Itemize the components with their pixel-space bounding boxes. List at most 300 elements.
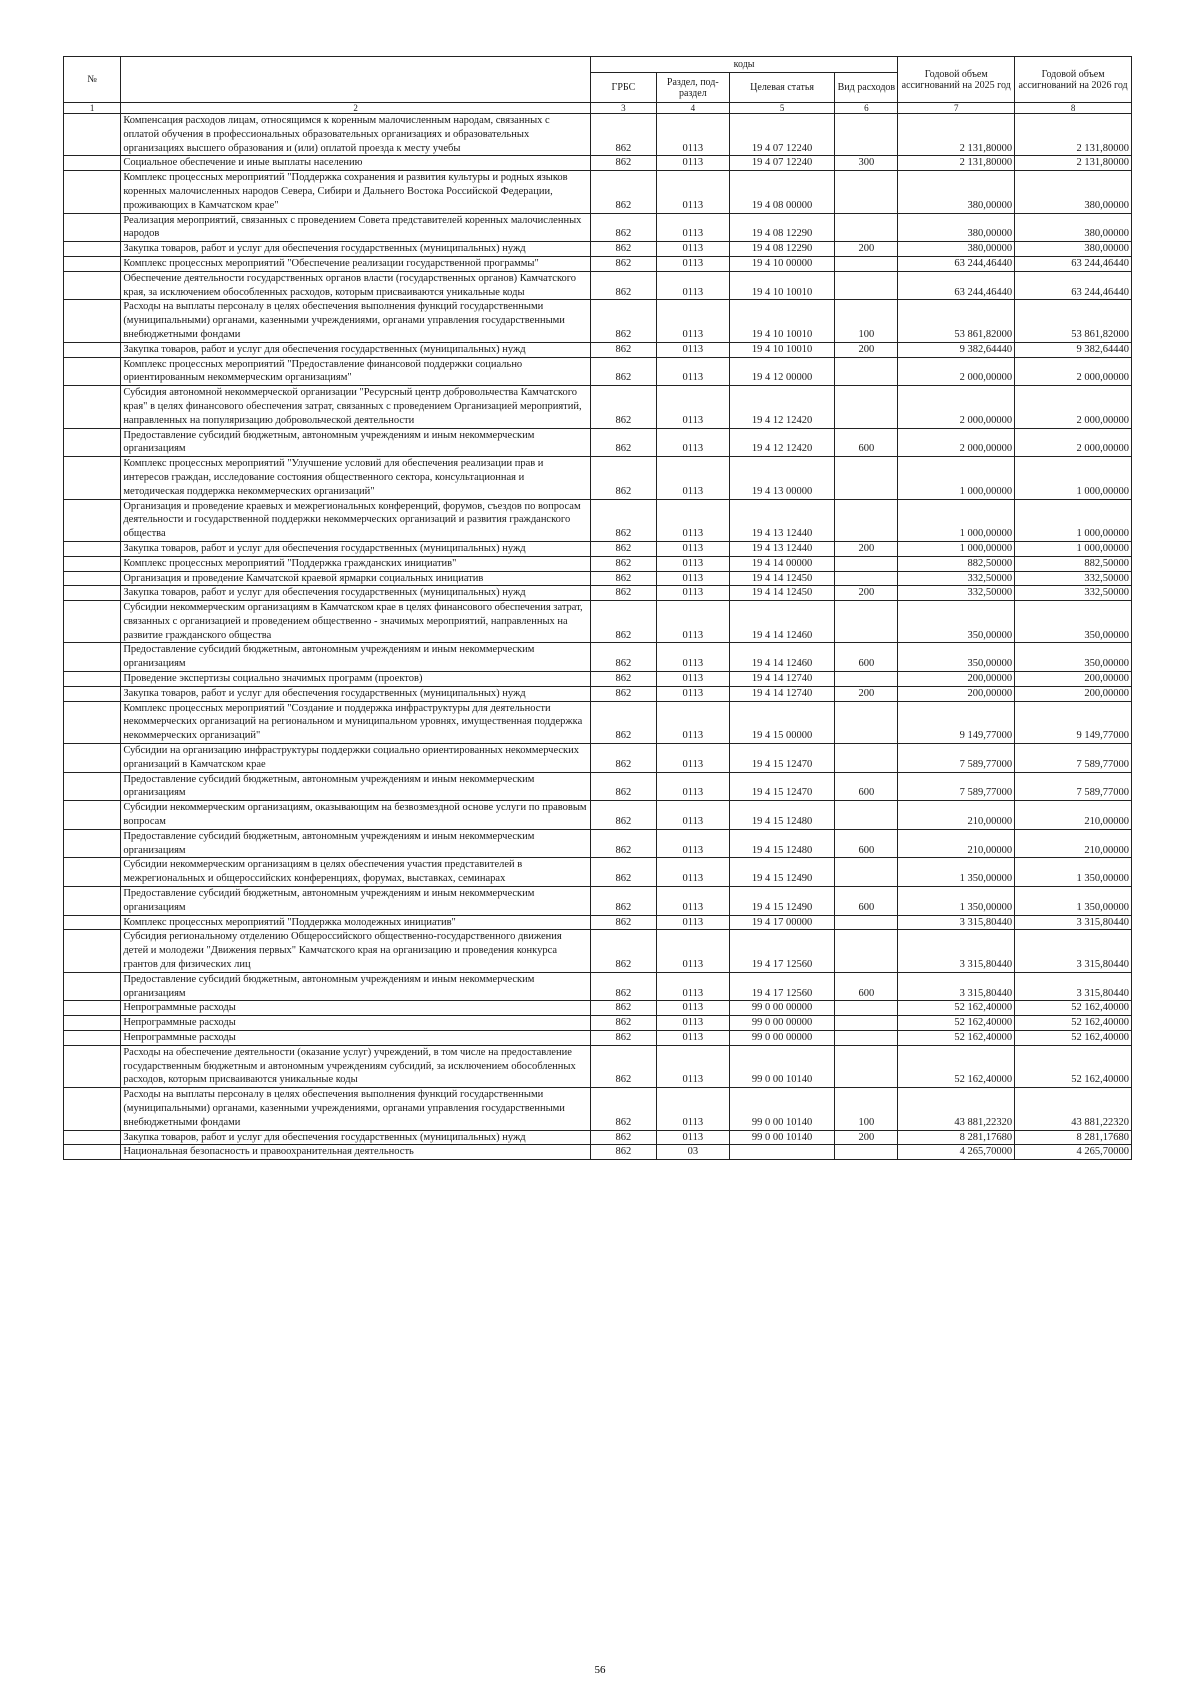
row-razdel: 0113 <box>656 571 729 586</box>
row-razdel: 0113 <box>656 271 729 300</box>
row-grbs: 862 <box>590 1045 656 1087</box>
row-grbs: 862 <box>590 213 656 242</box>
row-amount-2026: 1 000,00000 <box>1015 541 1132 556</box>
row-name: Предоставление субсидий бюджетным, автономным учреждениям и иным некоммерческим организациям <box>121 643 591 672</box>
row-grbs: 862 <box>590 300 656 342</box>
row-grbs: 862 <box>590 156 656 171</box>
row-expense-type <box>835 499 898 541</box>
table-row <box>64 801 1132 830</box>
row-expense-type: 600 <box>835 972 898 1001</box>
header-vid: Вид расходов <box>835 73 898 103</box>
row-target-article: 99 0 00 00000 <box>729 1031 835 1046</box>
row-name: Непрограммные расходы <box>121 1001 591 1016</box>
row-amount-2025: 43 881,22320 <box>898 1088 1015 1130</box>
row-target-article: 19 4 12 12420 <box>729 428 835 457</box>
row-name: Субсидия автономной некоммерческой организации "Ресурсный центр добровольчества Камчатского края" в целях финансового обеспечения затрат, связанных с проведением Организацией мероприятий, направленных на популяризацию добровольческой деятельности <box>121 386 591 428</box>
row-target-article: 19 4 10 10010 <box>729 342 835 357</box>
row-number-cell <box>64 801 121 830</box>
row-expense-type <box>835 571 898 586</box>
row-name: Закупка товаров, работ и услуг для обеспечения государственных (муниципальных) нужд <box>121 586 591 601</box>
row-expense-type <box>835 256 898 271</box>
row-grbs: 862 <box>590 541 656 556</box>
row-expense-type <box>835 114 898 156</box>
row-amount-2025: 200,00000 <box>898 672 1015 687</box>
row-number-cell <box>64 256 121 271</box>
row-amount-2026: 200,00000 <box>1015 686 1132 701</box>
row-razdel: 03 <box>656 1145 729 1160</box>
row-razdel: 0113 <box>656 930 729 972</box>
col-number: 5 <box>729 103 835 114</box>
row-grbs: 862 <box>590 386 656 428</box>
row-name: Субсидии на организацию инфраструктуры поддержки социально ориентированных некоммерческих организаций в Камчатском крае <box>121 744 591 773</box>
table-row <box>64 744 1132 773</box>
row-razdel: 0113 <box>656 499 729 541</box>
row-number-cell <box>64 213 121 242</box>
row-amount-2025: 350,00000 <box>898 643 1015 672</box>
row-target-article: 19 4 14 12450 <box>729 571 835 586</box>
row-grbs: 862 <box>590 829 656 858</box>
row-target-article: 19 4 15 12480 <box>729 801 835 830</box>
row-razdel: 0113 <box>656 1001 729 1016</box>
row-name: Непрограммные расходы <box>121 1016 591 1031</box>
table-row <box>64 643 1132 672</box>
row-amount-2025: 210,00000 <box>898 801 1015 830</box>
row-expense-type: 600 <box>835 643 898 672</box>
row-number-cell <box>64 499 121 541</box>
row-amount-2026: 380,00000 <box>1015 242 1132 257</box>
row-name: Непрограммные расходы <box>121 1031 591 1046</box>
row-razdel: 0113 <box>656 586 729 601</box>
row-expense-type <box>835 213 898 242</box>
row-name: Реализация мероприятий, связанных с проведением Совета представителей коренных малочисленных народов <box>121 213 591 242</box>
row-amount-2025: 350,00000 <box>898 601 1015 643</box>
row-target-article: 19 4 15 12470 <box>729 772 835 801</box>
table-row <box>64 930 1132 972</box>
table-row <box>64 915 1132 930</box>
row-grbs: 862 <box>590 858 656 887</box>
row-amount-2026: 3 315,80440 <box>1015 972 1132 1001</box>
page-number: 56 <box>594 1664 606 1676</box>
row-grbs: 862 <box>590 887 656 916</box>
table-row <box>64 271 1132 300</box>
table-row <box>64 972 1132 1001</box>
row-expense-type: 600 <box>835 772 898 801</box>
row-razdel: 0113 <box>656 171 729 213</box>
table-body <box>64 114 1132 1160</box>
table-row <box>64 1001 1132 1016</box>
row-amount-2025: 8 281,17680 <box>898 1130 1015 1145</box>
row-name: Закупка товаров, работ и услуг для обеспечения государственных (муниципальных) нужд <box>121 686 591 701</box>
row-expense-type <box>835 171 898 213</box>
row-name: Предоставление субсидий бюджетным, автономным учреждениям и иным некоммерческим организациям <box>121 772 591 801</box>
row-number-cell <box>64 601 121 643</box>
row-name: Закупка товаров, работ и услуг для обеспечения государственных (муниципальных) нужд <box>121 1130 591 1145</box>
row-razdel: 0113 <box>656 556 729 571</box>
row-grbs: 862 <box>590 556 656 571</box>
row-amount-2026: 210,00000 <box>1015 801 1132 830</box>
row-amount-2025: 2 131,80000 <box>898 156 1015 171</box>
row-number-cell <box>64 556 121 571</box>
row-expense-type: 300 <box>835 156 898 171</box>
header-year-2025: Годовой объем ассигнований на 2025 год <box>898 57 1015 103</box>
row-number-cell <box>64 1145 121 1160</box>
table-row <box>64 1031 1132 1046</box>
row-name: Компенсация расходов лицам, относящимся к коренным малочисленным народам, связанных с оплатой обучения в профессиональных образовательных организациях и образовательных организациях высшего образования и (или) оплатой проезда к месту учебы <box>121 114 591 156</box>
col-number: 8 <box>1015 103 1132 114</box>
row-amount-2026: 332,50000 <box>1015 586 1132 601</box>
row-number-cell <box>64 357 121 386</box>
row-name: Комплекс процессных мероприятий "Поддержка гражданских инициатив" <box>121 556 591 571</box>
table-row <box>64 672 1132 687</box>
row-amount-2026: 52 162,40000 <box>1015 1045 1132 1087</box>
row-expense-type <box>835 915 898 930</box>
row-amount-2025: 210,00000 <box>898 829 1015 858</box>
row-target-article: 99 0 00 10140 <box>729 1130 835 1145</box>
row-expense-type: 200 <box>835 242 898 257</box>
row-number-cell <box>64 541 121 556</box>
row-amount-2025: 52 162,40000 <box>898 1045 1015 1087</box>
row-amount-2026: 3 315,80440 <box>1015 915 1132 930</box>
row-number-cell <box>64 586 121 601</box>
row-number-cell <box>64 114 121 156</box>
row-amount-2025: 1 350,00000 <box>898 887 1015 916</box>
row-target-article: 19 4 17 12560 <box>729 972 835 1001</box>
row-razdel: 0113 <box>656 1045 729 1087</box>
row-grbs: 862 <box>590 1088 656 1130</box>
row-grbs: 862 <box>590 571 656 586</box>
row-grbs: 862 <box>590 643 656 672</box>
row-target-article: 19 4 10 10010 <box>729 271 835 300</box>
row-target-article: 19 4 10 10010 <box>729 300 835 342</box>
row-number-cell <box>64 428 121 457</box>
row-target-article: 19 4 08 00000 <box>729 171 835 213</box>
table-row <box>64 686 1132 701</box>
row-grbs: 862 <box>590 271 656 300</box>
row-expense-type: 100 <box>835 300 898 342</box>
row-number-cell <box>64 887 121 916</box>
row-amount-2026: 350,00000 <box>1015 601 1132 643</box>
row-number-cell <box>64 242 121 257</box>
row-amount-2026: 63 244,46440 <box>1015 256 1132 271</box>
row-amount-2026: 2 131,80000 <box>1015 156 1132 171</box>
row-amount-2025: 52 162,40000 <box>898 1001 1015 1016</box>
row-grbs: 862 <box>590 915 656 930</box>
row-target-article: 19 4 15 12470 <box>729 744 835 773</box>
row-name: Комплекс процессных мероприятий "Предоставление финансовой поддержки социально ориентированным некоммерческим организациям" <box>121 357 591 386</box>
row-name: Социальное обеспечение и иные выплаты населению <box>121 156 591 171</box>
row-amount-2026: 200,00000 <box>1015 672 1132 687</box>
row-amount-2025: 1 000,00000 <box>898 457 1015 499</box>
row-amount-2026: 43 881,22320 <box>1015 1088 1132 1130</box>
table-row <box>64 114 1132 156</box>
row-expense-type <box>835 386 898 428</box>
row-expense-type <box>835 801 898 830</box>
row-number-cell <box>64 1130 121 1145</box>
row-name: Расходы на выплаты персоналу в целях обеспечения выполнения функций государственными (муниципальными) органами, казенными учреждениями, органами управления государственными внебюджетными фондами <box>121 1088 591 1130</box>
header-number: № <box>64 57 121 103</box>
row-grbs: 862 <box>590 672 656 687</box>
row-number-cell <box>64 300 121 342</box>
row-amount-2026: 9 382,64440 <box>1015 342 1132 357</box>
row-grbs: 862 <box>590 601 656 643</box>
table-row <box>64 772 1132 801</box>
table-row <box>64 1130 1132 1145</box>
row-razdel: 0113 <box>656 1031 729 1046</box>
row-amount-2026: 1 000,00000 <box>1015 457 1132 499</box>
row-razdel: 0113 <box>656 915 729 930</box>
row-razdel: 0113 <box>656 643 729 672</box>
row-amount-2026: 2 000,00000 <box>1015 428 1132 457</box>
row-amount-2025: 380,00000 <box>898 213 1015 242</box>
row-target-article: 19 4 14 00000 <box>729 556 835 571</box>
row-amount-2026: 380,00000 <box>1015 171 1132 213</box>
row-name: Закупка товаров, работ и услуг для обеспечения государственных (муниципальных) нужд <box>121 342 591 357</box>
row-number-cell <box>64 171 121 213</box>
row-amount-2025: 2 000,00000 <box>898 386 1015 428</box>
row-target-article: 19 4 15 12480 <box>729 829 835 858</box>
row-amount-2025: 1 000,00000 <box>898 541 1015 556</box>
row-razdel: 0113 <box>656 972 729 1001</box>
table-row <box>64 428 1132 457</box>
row-expense-type: 100 <box>835 1088 898 1130</box>
row-target-article: 19 4 07 12240 <box>729 156 835 171</box>
table-row <box>64 829 1132 858</box>
table-row <box>64 1088 1132 1130</box>
row-amount-2026: 63 244,46440 <box>1015 271 1132 300</box>
row-target-article: 19 4 13 12440 <box>729 499 835 541</box>
row-amount-2026: 882,50000 <box>1015 556 1132 571</box>
row-amount-2026: 2 000,00000 <box>1015 386 1132 428</box>
row-number-cell <box>64 571 121 586</box>
row-expense-type: 200 <box>835 686 898 701</box>
row-name: Закупка товаров, работ и услуг для обеспечения государственных (муниципальных) нужд <box>121 541 591 556</box>
row-name: Комплекс процессных мероприятий "Улучшение условий для обеспечения реализации прав и интересов граждан, исследование состояния общественного сектора, консультационная и методическая поддержка некоммерческих организаций" <box>121 457 591 499</box>
row-grbs: 862 <box>590 1031 656 1046</box>
row-number-cell <box>64 744 121 773</box>
row-expense-type <box>835 457 898 499</box>
row-razdel: 0113 <box>656 686 729 701</box>
row-grbs: 862 <box>590 428 656 457</box>
row-razdel: 0113 <box>656 701 729 743</box>
row-number-cell <box>64 701 121 743</box>
row-amount-2025: 1 350,00000 <box>898 858 1015 887</box>
row-expense-type <box>835 744 898 773</box>
row-grbs: 862 <box>590 342 656 357</box>
row-target-article: 19 4 14 12460 <box>729 643 835 672</box>
row-grbs: 862 <box>590 701 656 743</box>
row-name: Субсидии некоммерческим организациям в Камчатском крае в целях финансового обеспечения затрат, связанных с организацией и проведением общественно - значимых мероприятий, направленных на развитие гражданского общества <box>121 601 591 643</box>
row-razdel: 0113 <box>656 386 729 428</box>
row-amount-2026: 53 861,82000 <box>1015 300 1132 342</box>
row-razdel: 0113 <box>656 428 729 457</box>
row-target-article: 19 4 15 12490 <box>729 858 835 887</box>
row-grbs: 862 <box>590 1016 656 1031</box>
row-amount-2025: 2 131,80000 <box>898 114 1015 156</box>
row-expense-type: 200 <box>835 1130 898 1145</box>
row-razdel: 0113 <box>656 156 729 171</box>
row-grbs: 862 <box>590 744 656 773</box>
row-target-article: 99 0 00 00000 <box>729 1016 835 1031</box>
row-amount-2026: 2 000,00000 <box>1015 357 1132 386</box>
row-grbs: 862 <box>590 256 656 271</box>
row-amount-2026: 52 162,40000 <box>1015 1016 1132 1031</box>
header-grbs: ГРБС <box>590 73 656 103</box>
row-grbs: 862 <box>590 242 656 257</box>
row-name: Организация и проведение Камчатской краевой ярмарки социальных инициатив <box>121 571 591 586</box>
row-name: Комплекс процессных мероприятий "Создание и поддержка инфраструктуры для деятельности некоммерческих организаций на региональном и муниципальном уровнях, имущественная поддержка некоммерческих организаций" <box>121 701 591 743</box>
table-row <box>64 499 1132 541</box>
row-amount-2026: 1 350,00000 <box>1015 858 1132 887</box>
row-name: Субсидии некоммерческим организациям в целях обеспечения участия представителей в межрегиональных и общероссийских конференциях, форумах, выставках, семинарах <box>121 858 591 887</box>
table-row <box>64 156 1132 171</box>
row-target-article: 19 4 08 12290 <box>729 213 835 242</box>
row-expense-type <box>835 1001 898 1016</box>
budget-table <box>63 56 1132 1160</box>
row-number-cell <box>64 686 121 701</box>
row-expense-type <box>835 930 898 972</box>
col-number: 3 <box>590 103 656 114</box>
row-expense-type: 600 <box>835 887 898 916</box>
row-expense-type <box>835 1045 898 1087</box>
row-razdel: 0113 <box>656 672 729 687</box>
row-target-article: 19 4 14 12740 <box>729 686 835 701</box>
row-amount-2025: 380,00000 <box>898 242 1015 257</box>
row-amount-2025: 2 000,00000 <box>898 357 1015 386</box>
row-target-article: 19 4 10 00000 <box>729 256 835 271</box>
row-amount-2025: 882,50000 <box>898 556 1015 571</box>
row-number-cell <box>64 1088 121 1130</box>
row-target-article: 99 0 00 10140 <box>729 1088 835 1130</box>
row-grbs: 862 <box>590 1001 656 1016</box>
row-razdel: 0113 <box>656 1016 729 1031</box>
table-row <box>64 887 1132 916</box>
row-number-cell <box>64 972 121 1001</box>
table-row <box>64 1145 1132 1160</box>
row-razdel: 0113 <box>656 829 729 858</box>
row-amount-2026: 52 162,40000 <box>1015 1031 1132 1046</box>
row-target-article <box>729 1145 835 1160</box>
row-number-cell <box>64 156 121 171</box>
row-number-cell <box>64 457 121 499</box>
header-celevaya: Целевая статья <box>729 73 835 103</box>
row-name: Расходы на выплаты персоналу в целях обеспечения выполнения функций государственными (муниципальными) органами, казенными учреждениями, органами управления государственными внебюджетными фондами <box>121 300 591 342</box>
row-number-cell <box>64 643 121 672</box>
col-number: 1 <box>64 103 121 114</box>
row-target-article: 99 0 00 10140 <box>729 1045 835 1087</box>
row-grbs: 862 <box>590 686 656 701</box>
row-amount-2025: 4 265,70000 <box>898 1145 1015 1160</box>
row-expense-type <box>835 701 898 743</box>
row-name: Предоставление субсидий бюджетным, автономным учреждениям и иным некоммерческим организациям <box>121 829 591 858</box>
row-razdel: 0113 <box>656 342 729 357</box>
row-expense-type <box>835 556 898 571</box>
row-target-article: 19 4 07 12240 <box>729 114 835 156</box>
row-target-article: 99 0 00 00000 <box>729 1001 835 1016</box>
row-amount-2026: 8 281,17680 <box>1015 1130 1132 1145</box>
row-grbs: 862 <box>590 772 656 801</box>
row-amount-2025: 380,00000 <box>898 171 1015 213</box>
table-header <box>64 57 1132 114</box>
row-name: Проведение экспертизы социально значимых программ (проектов) <box>121 672 591 687</box>
row-number-cell <box>64 915 121 930</box>
row-number-cell <box>64 1045 121 1087</box>
table-row <box>64 342 1132 357</box>
budget-table-page <box>63 56 1132 1160</box>
table-row <box>64 256 1132 271</box>
row-target-article: 19 4 14 12740 <box>729 672 835 687</box>
row-expense-type <box>835 601 898 643</box>
table-row <box>64 171 1132 213</box>
row-razdel: 0113 <box>656 114 729 156</box>
row-amount-2026: 380,00000 <box>1015 213 1132 242</box>
row-target-article: 19 4 12 00000 <box>729 357 835 386</box>
row-amount-2025: 53 861,82000 <box>898 300 1015 342</box>
row-expense-type <box>835 858 898 887</box>
header-year-2026: Годовой объем ассигнований на 2026 год <box>1015 57 1132 103</box>
row-razdel: 0113 <box>656 772 729 801</box>
header-codes: коды <box>590 57 897 73</box>
row-razdel: 0113 <box>656 213 729 242</box>
row-amount-2026: 332,50000 <box>1015 571 1132 586</box>
row-grbs: 862 <box>590 930 656 972</box>
row-name: Расходы на обеспечение деятельности (оказание услуг) учреждений, в том числе на предоставление государственным бюджетным и автономным учреждениям субсидий, за исключением обособленных расходов, которым присваиваются уникальные коды <box>121 1045 591 1087</box>
row-amount-2025: 1 000,00000 <box>898 499 1015 541</box>
col-number: 6 <box>835 103 898 114</box>
row-number-cell <box>64 386 121 428</box>
row-amount-2025: 63 244,46440 <box>898 271 1015 300</box>
table-row <box>64 1016 1132 1031</box>
row-amount-2025: 9 382,64440 <box>898 342 1015 357</box>
row-target-article: 19 4 15 00000 <box>729 701 835 743</box>
table-row <box>64 300 1132 342</box>
table-row <box>64 858 1132 887</box>
row-amount-2026: 7 589,77000 <box>1015 744 1132 773</box>
row-grbs: 862 <box>590 972 656 1001</box>
table-row <box>64 1045 1132 1087</box>
row-amount-2025: 3 315,80440 <box>898 930 1015 972</box>
row-amount-2025: 3 315,80440 <box>898 972 1015 1001</box>
row-amount-2026: 210,00000 <box>1015 829 1132 858</box>
row-amount-2025: 3 315,80440 <box>898 915 1015 930</box>
row-name: Субсидия региональному отделению Общероссийского общественно-государственного движения детей и молодежи "Движения первых" Камчатского края на организацию и проведения конкурса грантов для физических лиц <box>121 930 591 972</box>
row-amount-2026: 350,00000 <box>1015 643 1132 672</box>
table-row <box>64 386 1132 428</box>
row-name: Предоставление субсидий бюджетным, автономным учреждениям и иным некоммерческим организациям <box>121 887 591 916</box>
row-razdel: 0113 <box>656 357 729 386</box>
row-number-cell <box>64 271 121 300</box>
row-expense-type <box>835 1145 898 1160</box>
row-expense-type: 200 <box>835 586 898 601</box>
row-expense-type: 600 <box>835 428 898 457</box>
table-row <box>64 701 1132 743</box>
row-name: Комплекс процессных мероприятий "Поддержка сохранения и развития культуры и родных языков коренных малочисленных народов Севера, Сибири и Дальнего Востока Российской Федерации, проживающих в Камчатском крае" <box>121 171 591 213</box>
row-amount-2026: 4 265,70000 <box>1015 1145 1132 1160</box>
row-target-article: 19 4 12 12420 <box>729 386 835 428</box>
row-expense-type: 200 <box>835 342 898 357</box>
row-number-cell <box>64 1001 121 1016</box>
row-name: Организация и проведение краевых и межрегиональных конференций, форумов, съездов по вопросам деятельности и государственной поддержки некоммерческих организаций и развития гражданского общества <box>121 499 591 541</box>
row-razdel: 0113 <box>656 256 729 271</box>
row-number-cell <box>64 672 121 687</box>
row-grbs: 862 <box>590 457 656 499</box>
row-grbs: 862 <box>590 499 656 541</box>
row-number-cell <box>64 342 121 357</box>
row-amount-2026: 1 000,00000 <box>1015 499 1132 541</box>
row-amount-2026: 52 162,40000 <box>1015 1001 1132 1016</box>
header-name <box>121 57 591 103</box>
row-amount-2025: 7 589,77000 <box>898 744 1015 773</box>
row-expense-type: 600 <box>835 829 898 858</box>
